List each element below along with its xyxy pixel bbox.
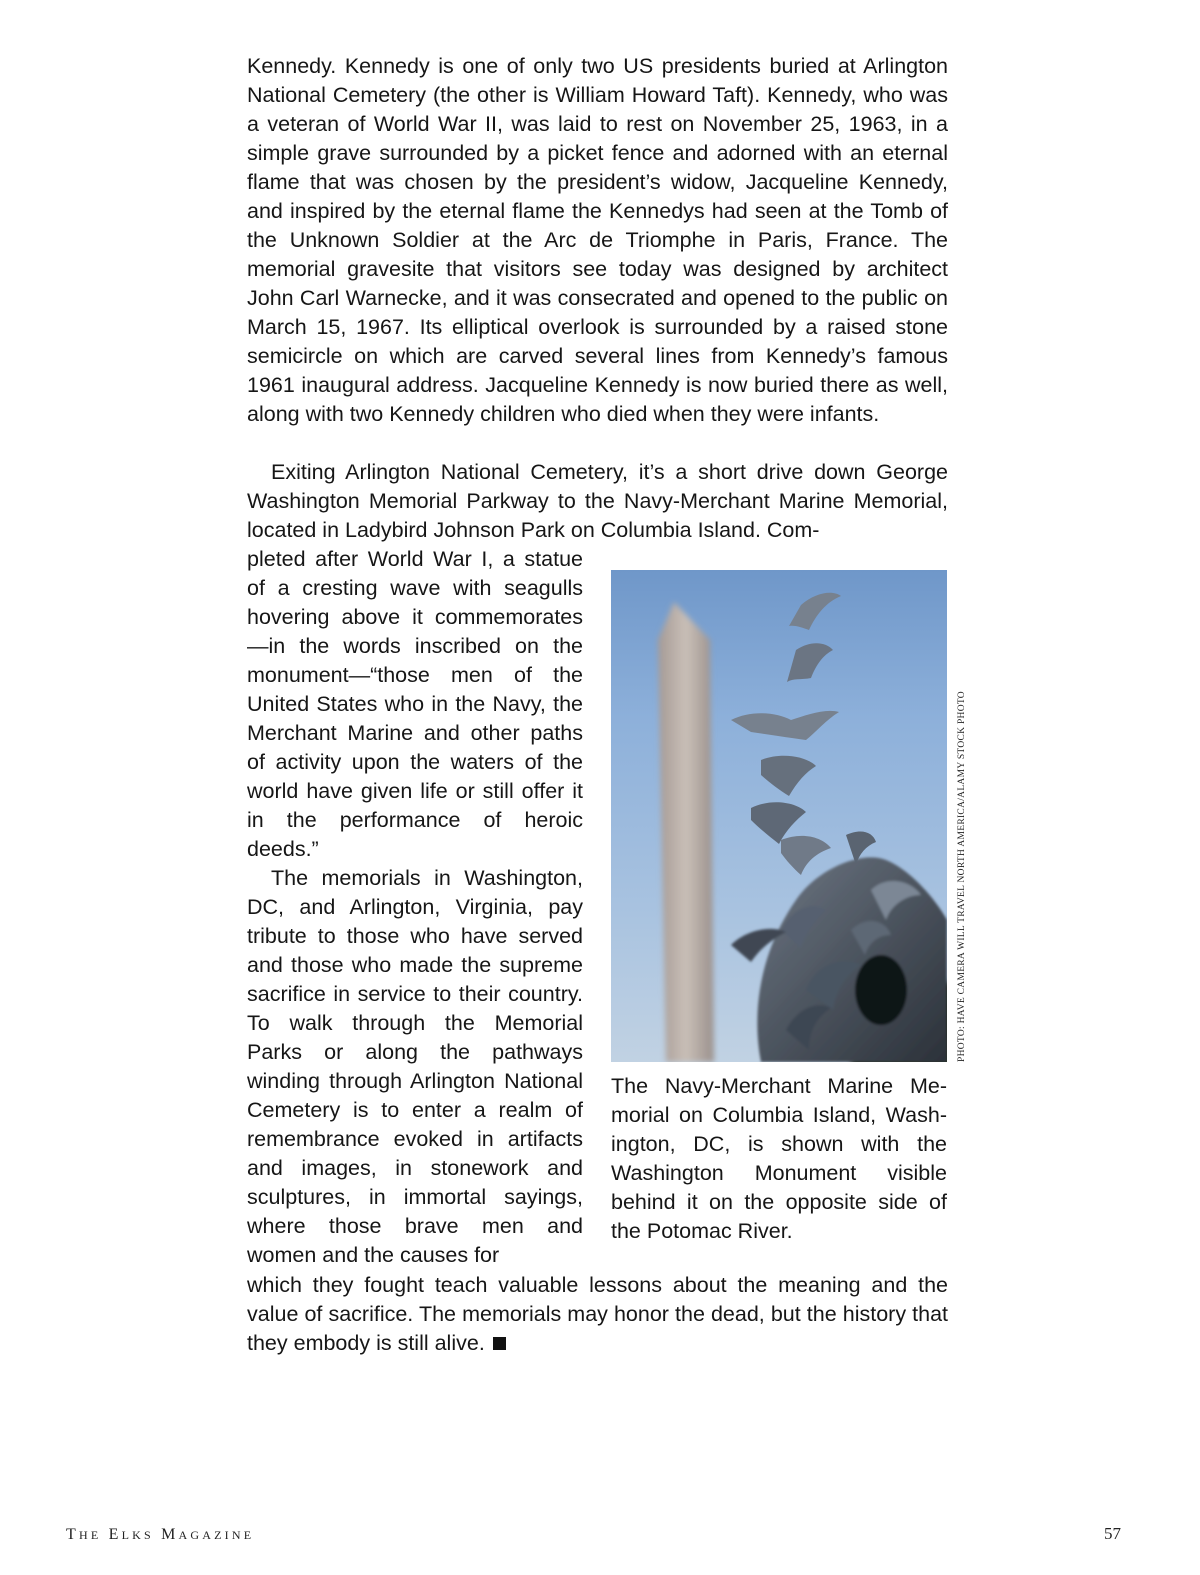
body-paragraph-3-full — [247, 1271, 948, 1358]
magazine-title-e: E — [108, 1526, 122, 1543]
photo-credit: PHOTO: HAVE CAMERA WILL TRAVEL NORTH AMERICA/ALAMY STOCK PHOTO — [957, 691, 967, 1062]
wave-sculpture — [731, 857, 947, 1062]
magazine-title-agazine: AGAZINE — [178, 1528, 255, 1542]
seagulls — [731, 593, 876, 875]
page-number: 57 — [1104, 1524, 1121, 1543]
magazine-title-he: HE — [78, 1528, 102, 1542]
body-paragraph-1: Kennedy. Kennedy is one of only two US presidents buried at Arlington National Cemetery (the other is William Howard Taft). Kennedy, who was a veteran of World War II, was laid to rest on November 25, 1963, in a simple grave surrounded by a picket fence and adorned with an eternal flame that was chosen by the president’s widow, Jacqueline Kennedy, and inspired by the eternal flame the Kennedys had seen at the Tomb of the Unknown Soldier at the Arc de Triomphe in Paris, France. The memorial gravesite that visitors see today was designed by architect John Carl Warnecke, and it was consecrated and opened to the public on March 15, 1967. Its elliptical overlook is surrounded by a raised stone semicircle on which are carved several lines from Kennedy’s famous 1961 inaugural address. Jacqueline Kennedy is now buried there as well, along with two Kennedy children who died when they were infants. — [247, 54, 948, 426]
magazine-title — [66, 1526, 254, 1544]
photo-caption: The Navy-Merchant Marine Memorial on Columbia Island, Washington, DC, is shown with the Washington Monument visible behind it on the opposite side of the Potomac River. — [611, 1074, 947, 1243]
body-paragraph-3-end-text: which they fought teach valuable lessons about the meaning and the value of sacrifice. The memorials may honor the dead, but the history that they embody is still alive. — [247, 1273, 948, 1355]
end-mark — [493, 1337, 506, 1350]
washington-monument — [658, 602, 714, 1062]
magazine-title-lks: LKS — [121, 1528, 154, 1542]
body-paragraph-2-full: Exiting Arlington National Cemetery, it’s a short drive down George Washington Memorial Parkway to the Navy-Merchant Marine Memorial, located in Ladybird Johnson Park on Columbia Island. Com- — [247, 460, 948, 542]
magazine-title-t: T — [66, 1526, 79, 1543]
memorial-photo-illustration — [611, 570, 947, 1062]
memorial-photo — [611, 570, 947, 1062]
body-paragraph-3-column: The memorials in Washington, DC, and Arlington, Virginia, pay tribute to those who have served and those who made the supreme sacrifice in service to their country. To walk through the Memorial Parks or along the pathways winding through Arlington National Cemetery is to enter a realm of remembrance evoked in artifacts and images, in stonework and sculptures, in immortal sayings, where those brave men and women and the causes for — [247, 866, 583, 1267]
magazine-title-m: M — [161, 1526, 179, 1543]
body-paragraph-2-column: pleted after World War I, a statue of a cresting wave with seagulls hovering above it commemorates—in the words inscribed on the monument—“those men of the United States who in the Navy, the Merchant Marine and other paths of activity upon the waters of the world have given life or still offer it in the performance of heroic deeds.” — [247, 547, 583, 861]
